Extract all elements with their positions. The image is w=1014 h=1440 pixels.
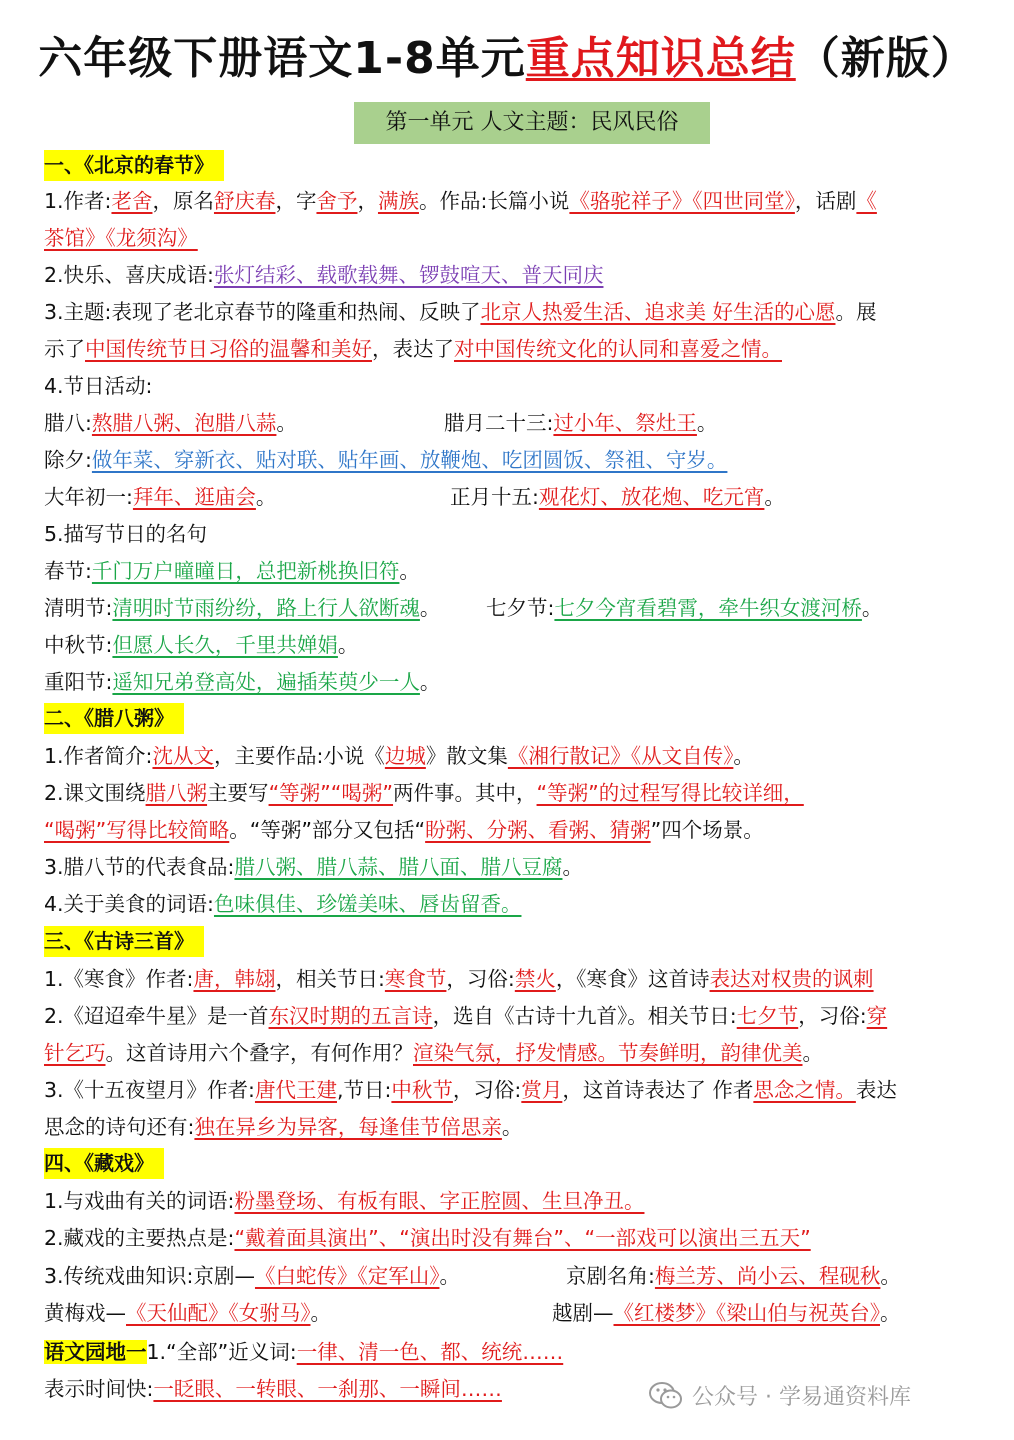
answer: 寒食节 — [384, 967, 447, 991]
answer: 舒庆春 — [213, 189, 276, 213]
answer: 做年菜、穿新衣、贴对联、贴年画、放鞭炮、吃团圆饭、祭祖、守岁。 — [91, 448, 728, 472]
text: 主要写 — [207, 781, 269, 805]
text: 。 — [501, 1115, 523, 1139]
text: 。“等粥”部分又包括“ — [229, 818, 426, 842]
text: 5.描写节日的名句 — [44, 522, 208, 546]
text: 表达 — [855, 1078, 897, 1102]
answer: 腊八粥、腊八蒜、腊八面、腊八豆腐 — [234, 855, 563, 879]
text: 2.藏戏的主要热点是: — [44, 1226, 235, 1250]
answer: 茶馆》《龙须沟》 — [44, 226, 198, 250]
s3-line-3 — [44, 1038, 823, 1068]
text: 。 — [439, 1264, 460, 1288]
text: 。 — [562, 855, 583, 879]
text: ，话剧 — [794, 189, 857, 213]
s1-line-9b — [450, 482, 785, 512]
answer: “等粥”“喝粥” — [268, 781, 394, 805]
answer: 一眨眼、一转眼、一刹那、一瞬间…… — [153, 1377, 502, 1401]
section-heading-laba-porridge: 二、《腊八粥》 — [44, 703, 184, 734]
answer: 《天仙配》《女驸马》 — [126, 1301, 311, 1325]
text: 示了 — [44, 337, 85, 361]
text: 2.《迢迢牵牛星》是一首 — [44, 1004, 269, 1028]
answer: “等粥”的过程写得比较详细， — [536, 781, 804, 805]
text: 。 — [696, 411, 718, 435]
answer: 粉墨登场、有板有眼、字正腔圆、生旦净丑。 — [234, 1189, 645, 1213]
text: 3.主题:表现了老北京春节的隆重和热闹、反映了 — [44, 300, 481, 324]
answer: 中国传统节日习俗的温馨和美好 — [85, 337, 372, 361]
text: 京剧名角: — [566, 1264, 655, 1288]
text: 。作品:长篇小说 — [418, 189, 570, 213]
text: ，这首诗表达了 作者 — [562, 1078, 754, 1102]
text: ,节日: — [336, 1078, 392, 1102]
answer: 观花灯、放花炮、吃元宵 — [538, 485, 765, 509]
answer: 中秋节 — [391, 1078, 453, 1102]
text: 。 — [337, 633, 359, 657]
text: 1.《寒食》作者: — [44, 967, 194, 991]
answer: 舍予 — [316, 189, 358, 213]
text: ，《寒食》这首诗 — [555, 967, 710, 991]
s4-line-2 — [44, 1223, 811, 1253]
s2-line-5 — [44, 889, 521, 919]
text: 3.传统戏曲知识:京剧— — [44, 1264, 255, 1288]
answer: 《湘行散记》《从文自传》 — [507, 744, 734, 768]
answer: 梅兰芳、尚小云、程砚秋 — [654, 1264, 881, 1288]
answer: 《红楼梦》《梁山伯与祝英台》 — [613, 1301, 880, 1325]
document-title — [0, 22, 1014, 86]
section-heading-language-garden: 语文园地一 — [44, 1340, 147, 1364]
answer: 清明时节雨纷纷，路上行人欲断魂 — [112, 596, 420, 620]
section-heading-three-poems: 三、《古诗三首》 — [44, 926, 204, 957]
s1-line-1 — [44, 186, 877, 216]
answer: 渲染气氛，抒发情感。节奏鲜明，韵律优美 — [413, 1041, 803, 1065]
text: ，主要作品:小说《 — [213, 744, 385, 768]
text: ，选自《古诗十九首》。相关节日: — [432, 1004, 737, 1028]
text: 腊月二十三: — [444, 411, 554, 435]
answer: 独在异乡为异客，每逢佳节倍思亲 — [194, 1115, 502, 1139]
s1-line-14 — [44, 667, 440, 697]
s2-line-4 — [44, 852, 583, 882]
text: 。 — [419, 596, 441, 620]
text: 2.快乐、喜庆成语: — [44, 263, 214, 287]
section-heading-beijing-spring-festival: 一、《北京的春节》 — [44, 150, 224, 181]
s1-line-8 — [44, 445, 727, 475]
s1-line-6 — [44, 371, 152, 401]
s1-line-13 — [44, 630, 358, 660]
text: 。 — [733, 744, 754, 768]
text: 表示时间快: — [44, 1377, 154, 1401]
answer: 沈从文 — [152, 744, 214, 768]
s2-line-3 — [44, 815, 764, 845]
text: 4.关于美食的词语: — [44, 892, 214, 916]
text: ”四个场景。 — [650, 818, 764, 842]
text: ，相关节日: — [275, 967, 385, 991]
answer: 表达对权贵的讽刺 — [709, 967, 874, 991]
text: 大年初一: — [44, 485, 133, 509]
s1-line-5 — [44, 334, 782, 364]
s1-line-3 — [44, 260, 603, 290]
answer: 思念之情。 — [753, 1078, 856, 1102]
text: ， — [357, 189, 378, 213]
answer: 针乞巧 — [44, 1041, 106, 1065]
text: 。 — [880, 1264, 901, 1288]
text: 清明节: — [44, 596, 113, 620]
answer: 但愿人长久，千里共婵娟 — [112, 633, 338, 657]
watermark — [648, 1380, 911, 1411]
answer: 满族 — [377, 189, 419, 213]
text: 除夕: — [44, 448, 92, 472]
s4-line-1 — [44, 1186, 644, 1216]
s3-line-5 — [44, 1112, 522, 1142]
answer: 七夕节 — [736, 1004, 799, 1028]
s1-line-12 — [44, 593, 440, 623]
answer: 禁火 — [514, 967, 556, 991]
s3-line-1 — [44, 964, 874, 994]
text: ，字 — [275, 189, 317, 213]
s3-line-2 — [44, 1001, 887, 1031]
text: 1.作者简介: — [44, 744, 153, 768]
watermark-text: 公众号 · 学易通资料库 — [692, 1385, 911, 1410]
answer: 过小年、祭灶王 — [553, 411, 697, 435]
s1-line-7 — [44, 408, 297, 438]
garden-line-2 — [44, 1374, 502, 1404]
answer: 色味俱佳、珍馐美味、唇齿留香。 — [213, 892, 522, 916]
text: 3.《十五夜望月》作者: — [44, 1078, 255, 1102]
text: 。展 — [835, 300, 877, 324]
text: 重阳节: — [44, 670, 113, 694]
s1-line-9 — [44, 482, 276, 512]
text: 。 — [764, 485, 785, 509]
answer: 熬腊八粥、泡腊八蒜 — [91, 411, 277, 435]
s2-line-2 — [44, 778, 804, 808]
text: 。 — [880, 1301, 901, 1325]
text: 两件事。其中， — [393, 781, 537, 805]
s1-line-2 — [44, 223, 198, 253]
answer: 七夕今宵看碧霄，牵牛织女渡河桥 — [554, 596, 862, 620]
answer: 穿 — [866, 1004, 888, 1028]
title-suffix: （新版） — [795, 33, 976, 84]
text: ，习俗: — [446, 967, 515, 991]
s2-line-1 — [44, 741, 754, 771]
s1-line-12b — [486, 593, 882, 623]
text: 》散文集 — [425, 744, 508, 768]
answer: 千门万户曈曈日，总把新桃换旧符 — [91, 559, 400, 583]
s4-line-4b — [552, 1298, 901, 1328]
s1-line-4 — [44, 297, 876, 327]
s4-line-3b — [566, 1261, 901, 1291]
answer: 《 — [856, 189, 877, 213]
text: 越剧— — [552, 1301, 614, 1325]
answer: 赏月 — [521, 1078, 563, 1102]
answer: 一律、清一色、都、统统…… — [296, 1340, 564, 1364]
text: 黄梅戏— — [44, 1301, 126, 1325]
text: 。 — [255, 485, 277, 509]
text: 2.课文围绕 — [44, 781, 146, 805]
text: 1.与戏曲有关的词语: — [44, 1189, 235, 1213]
s1-line-10 — [44, 519, 207, 549]
text: 春节: — [44, 559, 92, 583]
garden-line-1 — [44, 1337, 563, 1367]
s1-line-11 — [44, 556, 420, 586]
answer: 边城 — [384, 744, 426, 768]
answer: 腊八粥 — [145, 781, 208, 805]
answer: 遥知兄弟登高处，遍插茱萸少一人 — [112, 670, 420, 694]
text: ，原名 — [152, 189, 214, 213]
text: 。 — [310, 1301, 331, 1325]
wechat-icon — [648, 1381, 684, 1411]
answer: 《白蛇传》《定军山》 — [254, 1264, 440, 1288]
answer: 《骆驼祥子》《四世同堂》 — [569, 189, 795, 213]
s3-line-4 — [44, 1075, 897, 1105]
text: 中秋节: — [44, 633, 113, 657]
answer: 东汉时期的五言诗 — [268, 1004, 433, 1028]
text: 4.节日活动: — [44, 374, 153, 398]
text: 。 — [399, 559, 420, 583]
text: 腊八: — [44, 411, 92, 435]
answer: “喝粥”写得比较简略 — [44, 818, 230, 842]
text: 七夕节: — [486, 596, 555, 620]
text: ，表达了 — [372, 337, 454, 361]
text: 1.作者: — [44, 189, 112, 213]
text: 。 — [419, 670, 441, 694]
answer: 盼粥、分粥、看粥、猜粥 — [425, 818, 651, 842]
s4-line-3 — [44, 1261, 460, 1291]
s4-line-4 — [44, 1298, 331, 1328]
text: 。 — [861, 596, 883, 620]
s1-line-7b — [444, 408, 717, 438]
answer: 拜年、逛庙会 — [132, 485, 256, 509]
section-heading-tibetan-opera: 四、《藏戏》 — [44, 1148, 164, 1179]
answer: 唐，韩翃 — [193, 967, 276, 991]
text: 正月十五: — [450, 485, 539, 509]
text: 思念的诗句还有: — [44, 1115, 195, 1139]
answer: 老舍 — [111, 189, 153, 213]
text: ，习俗: — [798, 1004, 867, 1028]
text: 。这首诗用六个叠字，有何作用？ — [105, 1041, 413, 1065]
title-prefix: 六年级下册语文1-8单元 — [38, 33, 526, 84]
title-highlight: 重点知识总结 — [525, 33, 796, 84]
answer: 对中国传统文化的认同和喜爱之情。 — [454, 337, 782, 361]
text: 。 — [276, 411, 297, 435]
answer: “戴着面具演出”、“演出时没有舞台”、“一部戏可以演出三五天” — [234, 1226, 811, 1250]
unit-banner: 第一单元 人文主题：民风民俗 — [354, 102, 710, 144]
text: 3.腊八节的代表食品: — [44, 855, 235, 879]
answer: 北京人热爱生活、追求美 好生活的心愿 — [480, 300, 836, 324]
text: ，习俗: — [452, 1078, 522, 1102]
answer: 张灯结彩、载歌载舞、锣鼓喧天、普天同庆 — [213, 263, 604, 287]
answer: 唐代王建 — [254, 1078, 337, 1102]
text: 1.“全部”近义词: — [146, 1340, 297, 1364]
text: 。 — [802, 1041, 823, 1065]
